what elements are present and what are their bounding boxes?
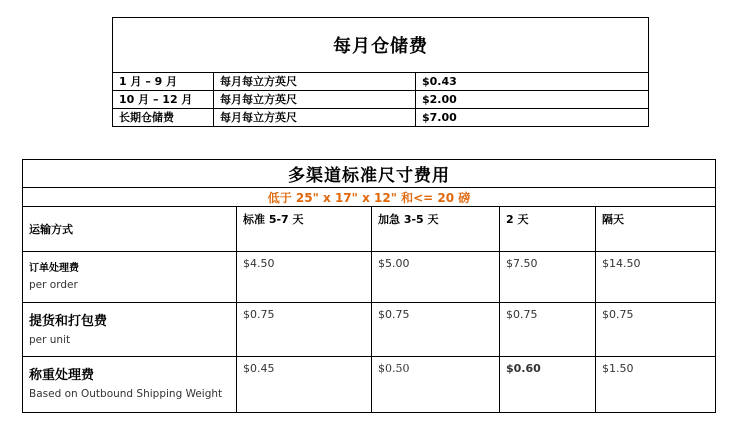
storage-title: 每月仓储费	[113, 18, 649, 73]
storage-row	[113, 91, 649, 109]
table-row	[23, 357, 716, 413]
fee-value: $0.75	[500, 303, 596, 357]
fee-value: $0.75	[596, 303, 716, 357]
row-label-cn: 称重处理费	[29, 368, 95, 383]
storage-price: $0.43	[416, 73, 649, 91]
fees-subtitle: 低于 25" x 17" x 12" 和<= 20 磅	[23, 188, 716, 207]
row-label	[23, 303, 237, 357]
row-label-en: per order	[29, 279, 78, 291]
monthly-storage-fee-table	[112, 17, 649, 127]
storage-unit: 每月每立方英尺	[214, 73, 416, 91]
row-label	[23, 357, 237, 413]
column-header-expedited: 加急 3-5 天	[372, 207, 500, 252]
multichannel-fee-table	[22, 159, 716, 413]
storage-row	[113, 109, 649, 127]
fee-value: $1.50	[596, 357, 716, 413]
column-header-two-day: 2 天	[500, 207, 596, 252]
fees-title: 多渠道标准尺寸费用	[23, 160, 716, 188]
row-label-en: Based on Outbound Shipping Weight	[29, 388, 223, 400]
table-row	[23, 303, 716, 357]
storage-period: 长期仓储费	[113, 109, 214, 127]
fee-value: $5.00	[372, 252, 500, 303]
fee-value: $14.50	[596, 252, 716, 303]
storage-price: $7.00	[416, 109, 649, 127]
column-header-standard: 标准 5-7 天	[237, 207, 372, 252]
storage-unit: 每月每立方英尺	[214, 109, 416, 127]
storage-period: 10 月 – 12 月	[113, 91, 214, 109]
fee-value: $0.75	[372, 303, 500, 357]
fee-value: $0.50	[372, 357, 500, 413]
shipping-method-header: 运输方式	[23, 207, 237, 252]
fee-value: $0.75	[237, 303, 372, 357]
fee-value: $4.50	[237, 252, 372, 303]
storage-unit: 每月每立方英尺	[214, 91, 416, 109]
fee-value: $0.45	[237, 357, 372, 413]
storage-period: 1 月 – 9 月	[113, 73, 214, 91]
fee-value: $0.60	[500, 357, 596, 413]
row-label-en: per unit	[29, 334, 71, 346]
storage-price: $2.00	[416, 91, 649, 109]
column-header-next-day: 隔天	[596, 207, 716, 252]
row-label-cn: 提货和打包费	[29, 314, 108, 329]
fees-header-row	[23, 207, 716, 252]
fee-value: $7.50	[500, 252, 596, 303]
row-label-cn: 订单处理费	[29, 263, 79, 274]
storage-row	[113, 73, 649, 91]
table-row	[23, 252, 716, 303]
row-label	[23, 252, 237, 303]
